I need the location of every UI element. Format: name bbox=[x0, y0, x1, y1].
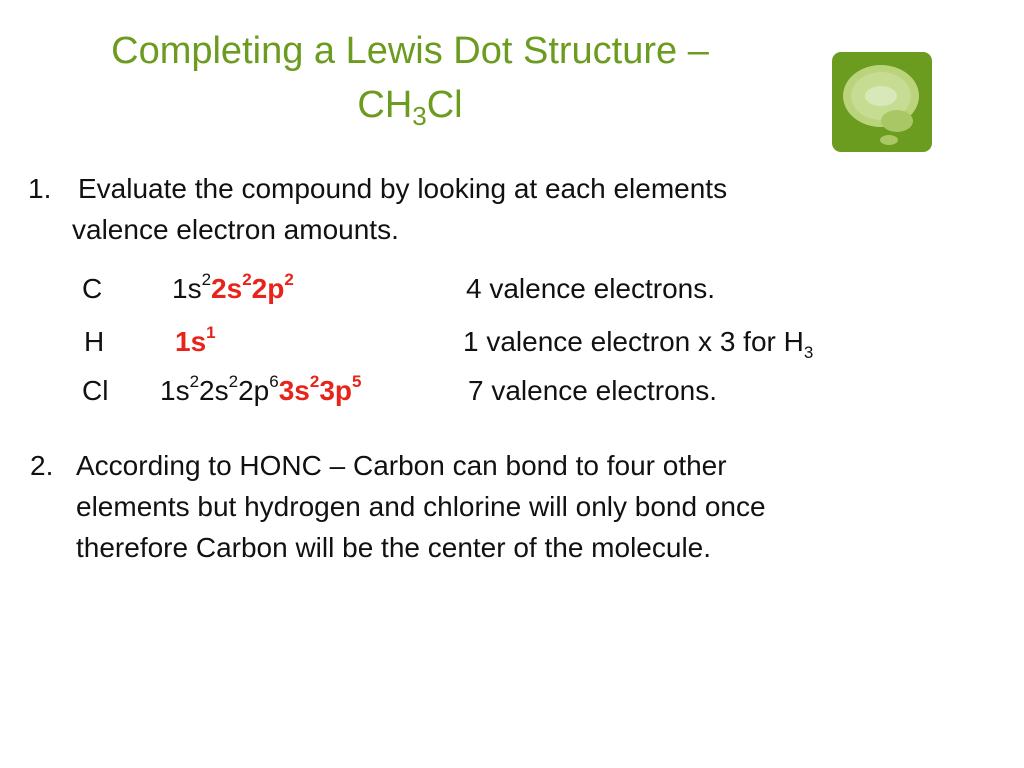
electron-config bbox=[172, 272, 294, 306]
element-symbol: C bbox=[82, 273, 103, 304]
step-1-number: 1. bbox=[28, 173, 52, 204]
speech-bubbles-icon bbox=[832, 52, 932, 152]
step-2-text-line3: therefore Carbon will be the center of the molecule. bbox=[76, 532, 712, 563]
valence-count: 4 valence electrons. bbox=[466, 273, 716, 304]
orbital-term: $1s^1$ bbox=[175, 323, 216, 357]
step-1-text-line2: valence electron amounts. bbox=[72, 214, 399, 245]
orbital-term: $2p^6$ bbox=[238, 372, 279, 406]
orbital-term: $1s^2$ bbox=[172, 270, 212, 304]
electron-config bbox=[160, 374, 362, 408]
valence-count: 1 valence electron x 3 for $H_3$ bbox=[463, 326, 814, 362]
step-2-number: 2. bbox=[30, 450, 54, 481]
step-1-text-line1: Evaluate the compound by looking at each elements bbox=[78, 173, 728, 204]
step-2-text-line2: elements but hydrogen and chlorine will only bond once bbox=[76, 491, 766, 522]
orbital-term: $2s^2$ bbox=[211, 270, 252, 304]
element-symbol: Cl bbox=[82, 375, 109, 406]
element-symbol: H bbox=[84, 326, 105, 357]
step-2-text-line1: According to HONC – Carbon can bond to four other bbox=[76, 450, 727, 481]
orbital-term: $2p^2$ bbox=[251, 270, 294, 304]
orbital-term: $3p^5$ bbox=[319, 372, 362, 406]
electron-config bbox=[175, 325, 216, 359]
slide-title: Completing a Lewis Dot Structure – bbox=[111, 30, 709, 72]
orbital-term: $3s^2$ bbox=[278, 372, 320, 406]
valence-count: 7 valence electrons. bbox=[468, 375, 718, 406]
slide-title-formula: $CH_3Cl$ bbox=[357, 84, 463, 131]
orbital-term: $2s^2$ bbox=[199, 372, 239, 406]
orbital-term: $1s^2$ bbox=[160, 372, 200, 406]
